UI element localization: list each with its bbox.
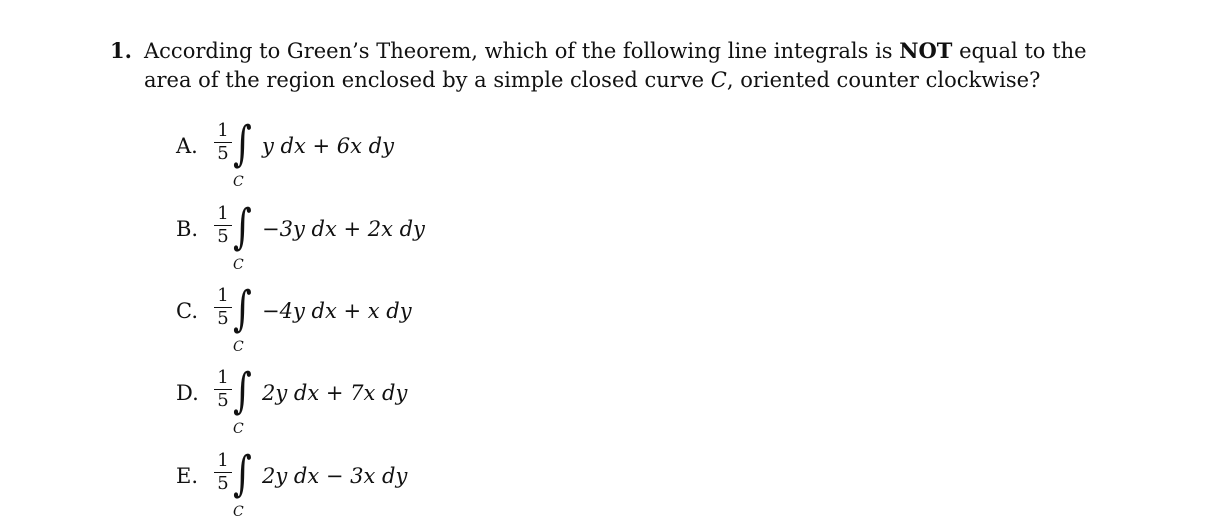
question-text-part: equal to the: [952, 39, 1087, 63]
integral-sign: ∫: [233, 281, 252, 337]
integrand: y dx + 6x dy: [262, 134, 394, 158]
integrand: 2y dx − 3x dy: [262, 464, 408, 488]
fraction-denominator: 5: [217, 226, 229, 247]
fraction-coefficient: [212, 120, 234, 165]
answer-option-a[interactable]: [176, 116, 676, 200]
option-letter: E.: [176, 464, 199, 488]
answer-option-b[interactable]: [176, 199, 676, 283]
fraction-coefficient: [212, 203, 234, 248]
integral-subscript: C: [233, 339, 244, 355]
fraction-denominator: 5: [217, 143, 229, 164]
fraction-numerator: 1: [217, 120, 229, 141]
question-line-2: [110, 66, 1110, 95]
integral-subscript: C: [233, 421, 244, 437]
question-number: 1.: [110, 38, 132, 63]
integral-subscript: C: [233, 174, 244, 190]
question-emphasis: NOT: [899, 38, 953, 63]
option-letter: D.: [176, 381, 199, 405]
answer-option-c[interactable]: [176, 281, 676, 365]
question-stem: [110, 36, 1110, 95]
integral-sign: ∫: [233, 199, 252, 255]
question-text-part: area of the region enclosed by a simple closed curve: [144, 68, 711, 92]
fraction-numerator: 1: [217, 367, 229, 388]
integral-sign: ∫: [233, 363, 252, 419]
integral-sign: ∫: [233, 446, 252, 502]
integrand: 2y dx + 7x dy: [262, 381, 408, 405]
fraction-coefficient: [212, 285, 234, 330]
curve-variable: C: [710, 68, 727, 92]
question-text-part: According to Green’s Theorem, which of the following line integrals is: [144, 39, 900, 63]
fraction-numerator: 1: [217, 203, 229, 224]
question-text-part: , oriented counter clockwise?: [726, 68, 1041, 92]
question-line-1: [110, 36, 1110, 66]
integral-subscript: C: [233, 257, 244, 273]
fraction-coefficient: [212, 367, 234, 412]
fraction-denominator: 5: [217, 473, 229, 494]
answer-option-d[interactable]: [176, 363, 676, 447]
option-letter: A.: [176, 134, 198, 158]
fraction-numerator: 1: [217, 450, 229, 471]
fraction-numerator: 1: [217, 285, 229, 306]
integral-subscript: C: [233, 504, 244, 520]
integral-sign: ∫: [233, 116, 252, 172]
integrand: −4y dx + x dy: [262, 299, 412, 323]
option-letter: B.: [176, 217, 199, 241]
integrand: −3y dx + 2x dy: [262, 217, 425, 241]
option-letter: C.: [176, 299, 198, 323]
fraction-denominator: 5: [217, 390, 229, 411]
fraction-coefficient: [212, 450, 234, 495]
fraction-denominator: 5: [217, 308, 229, 329]
answer-option-e[interactable]: [176, 446, 676, 530]
